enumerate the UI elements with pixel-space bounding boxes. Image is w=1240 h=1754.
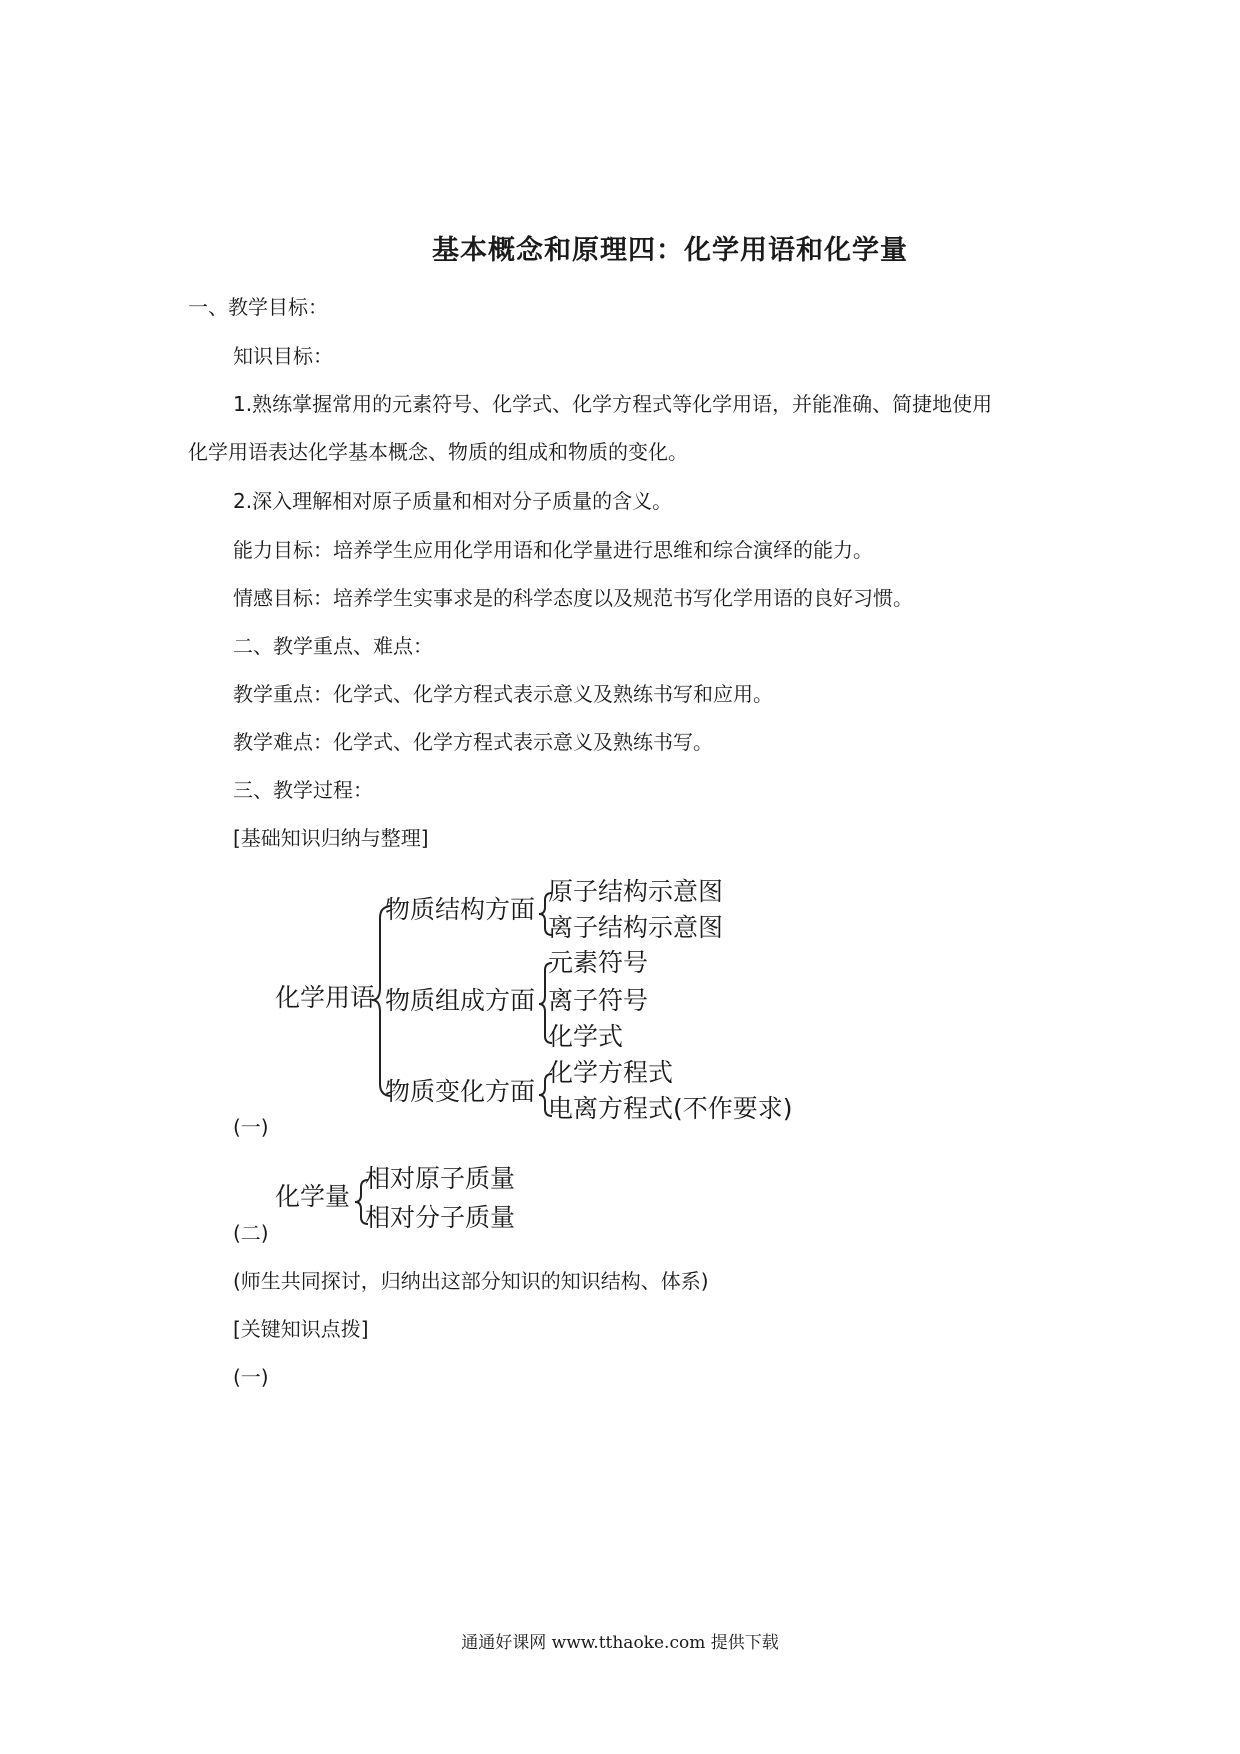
diagram2-leaf: 相对分子质量 — [365, 1203, 516, 1232]
basic-summary-heading: [基础知识归纳与整理] — [233, 826, 429, 850]
discussion-note: (师生共同探讨，归纳出这部分知识的知识结构、体系) — [233, 1269, 709, 1293]
page-title: 基本概念和原理四：化学用语和化学量 — [432, 235, 908, 266]
label-one: (一) — [233, 1115, 269, 1139]
diagram1-branch-structure: 物质结构方面 — [385, 895, 536, 924]
diagram1-leaf: 元素符号 — [548, 948, 649, 977]
diagram2-leaf: 相对原子质量 — [365, 1164, 516, 1193]
goal-item-1-line-2: 化学用语表达化学基本概念、物质的组成和物质的变化。 — [188, 440, 688, 464]
diagram1-branch-change: 物质变化方面 — [385, 1077, 536, 1106]
emotion-goal: 情感目标：培养学生实事求是的科学态度以及规范书写化学用语的良好习惯。 — [233, 586, 913, 610]
page-footer: 通通好课网 www.tthaoke.com 提供下载 — [461, 1633, 779, 1653]
diagram1-root: 化学用语 — [275, 983, 376, 1012]
diagram1-leaf: 离子结构示意图 — [548, 913, 724, 942]
difficult-point: 教学难点：化学式、化学方程式表示意义及熟练书写。 — [233, 730, 713, 754]
goal-item-2: 2.深入理解相对原子质量和相对分子质量的含义。 — [233, 489, 673, 513]
diagram1-leaf: 电离方程式(不作要求) — [548, 1094, 793, 1123]
section-heading-key-points: 二、教学重点、难点： — [233, 634, 433, 658]
diagram1-leaf: 化学式 — [548, 1022, 624, 1051]
diagram2-root: 化学量 — [275, 1182, 351, 1211]
label-one-again: (一) — [233, 1365, 269, 1389]
diagram1-leaf: 原子结构示意图 — [548, 877, 724, 906]
label-two: (二) — [233, 1221, 269, 1245]
knowledge-goal-label: 知识目标： — [233, 344, 333, 368]
section-heading-process: 三、教学过程： — [233, 778, 373, 802]
ability-goal: 能力目标：培养学生应用化学用语和化学量进行思维和综合演绎的能力。 — [233, 538, 873, 562]
diagram1-leaf: 离子符号 — [548, 986, 649, 1015]
key-point: 教学重点：化学式、化学方程式表示意义及熟练书写和应用。 — [233, 682, 773, 706]
goal-item-1-line-1: 1.熟练掌握常用的元素符号、化学式、化学方程式等化学用语，并能准确、简捷地使用 — [233, 392, 993, 416]
key-points-heading: [关键知识点拨] — [233, 1317, 369, 1341]
section-heading-goals: 一、教学目标： — [188, 295, 328, 319]
diagram1-leaf: 化学方程式 — [548, 1058, 674, 1087]
diagram1-branch-composition: 物质组成方面 — [385, 986, 536, 1015]
